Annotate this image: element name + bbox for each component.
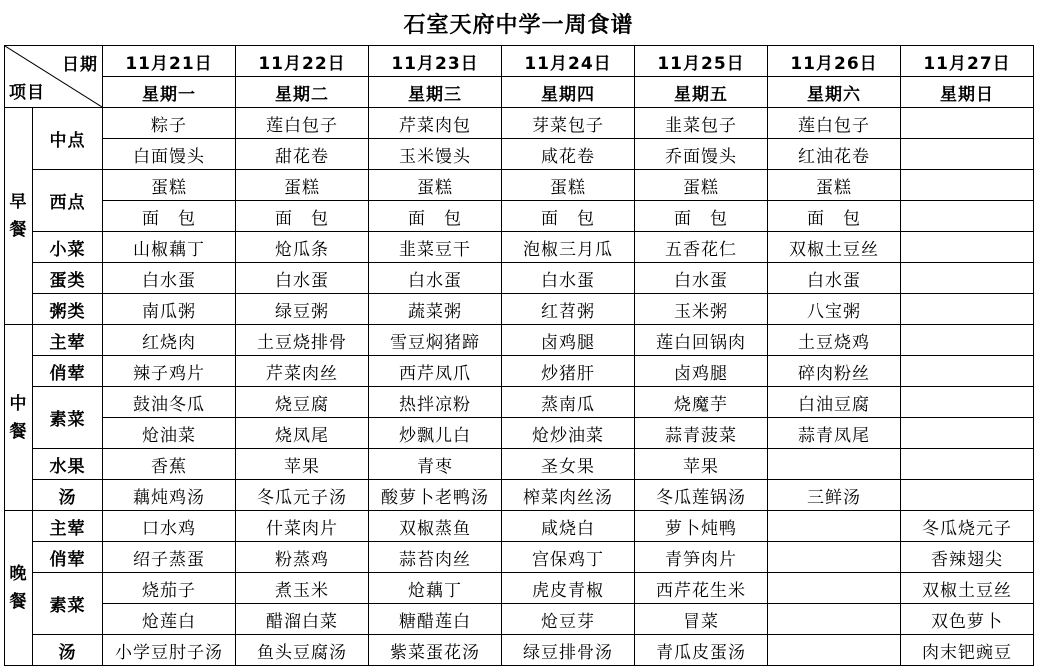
dish-cell — [768, 542, 901, 573]
category-label: 汤 — [33, 480, 103, 511]
dish-cell: 炒猪肝 — [502, 356, 635, 387]
dish-cell: 双椒土豆丝 — [768, 232, 901, 263]
dish-cell: 青瓜皮蛋汤 — [635, 635, 768, 666]
menu-row — [5, 232, 1034, 263]
dish-cell — [901, 201, 1034, 232]
menu-row — [5, 604, 1034, 635]
category-label: 小菜 — [33, 232, 103, 263]
dish-cell: 白水蛋 — [502, 263, 635, 294]
date-cell: 11月24日 — [502, 46, 635, 77]
meal-label-char: 餐 — [9, 421, 28, 442]
category-label: 蛋类 — [33, 263, 103, 294]
dish-cell — [901, 325, 1034, 356]
dish-cell — [901, 387, 1034, 418]
dish-cell: 白水蛋 — [103, 263, 236, 294]
category-label: 汤 — [33, 635, 103, 666]
dish-cell: 甜花卷 — [236, 139, 369, 170]
dish-cell: 绍子蒸蛋 — [103, 542, 236, 573]
dish-cell: 碎肉粉丝 — [768, 356, 901, 387]
dish-cell: 炝炒油菜 — [502, 418, 635, 449]
dish-cell: 什菜肉片 — [236, 511, 369, 542]
weekday-row — [5, 77, 1034, 108]
menu-row — [5, 635, 1034, 666]
dish-cell: 咸烧白 — [502, 511, 635, 542]
dish-cell: 鼓油冬瓜 — [103, 387, 236, 418]
dish-cell: 双色萝卜 — [901, 604, 1034, 635]
dish-cell: 蔬菜粥 — [369, 294, 502, 325]
date-cell: 11月25日 — [635, 46, 768, 77]
dish-cell: 冬瓜莲锅汤 — [635, 480, 768, 511]
dish-cell: 咸花卷 — [502, 139, 635, 170]
dish-cell — [901, 108, 1034, 139]
dish-cell: 烧魔芋 — [635, 387, 768, 418]
category-label: 粥类 — [33, 294, 103, 325]
item-label: 项目 — [9, 83, 45, 103]
menu-row — [5, 387, 1034, 418]
dish-cell: 糖醋莲白 — [369, 604, 502, 635]
menu-row — [5, 201, 1034, 232]
dish-cell: 圣女果 — [502, 449, 635, 480]
date-cell: 11月26日 — [768, 46, 901, 77]
dish-cell: 烧豆腐 — [236, 387, 369, 418]
menu-row — [5, 325, 1034, 356]
category-label: 西点 — [33, 170, 103, 232]
dish-cell: 绿豆粥 — [236, 294, 369, 325]
menu-row — [5, 139, 1034, 170]
dish-cell: 酸萝卜老鸭汤 — [369, 480, 502, 511]
dish-cell — [768, 573, 901, 604]
dish-cell: 莲白回锅肉 — [635, 325, 768, 356]
dish-cell — [901, 139, 1034, 170]
dish-cell: 韭菜包子 — [635, 108, 768, 139]
date-cell: 11月22日 — [236, 46, 369, 77]
menu-row — [5, 263, 1034, 294]
dish-cell: 莲白包子 — [768, 108, 901, 139]
dish-cell: 白水蛋 — [236, 263, 369, 294]
dish-cell: 面 包 — [103, 201, 236, 232]
dish-cell: 韭菜豆干 — [369, 232, 502, 263]
dish-cell: 三鲜汤 — [768, 480, 901, 511]
dish-cell — [901, 263, 1034, 294]
dish-cell: 白水蛋 — [635, 263, 768, 294]
category-label: 主荤 — [33, 511, 103, 542]
dish-cell: 蒸南瓜 — [502, 387, 635, 418]
dish-cell: 藕炖鸡汤 — [103, 480, 236, 511]
menu-row — [5, 542, 1034, 573]
dish-cell — [768, 511, 901, 542]
meal-label — [5, 511, 33, 666]
dish-cell — [768, 449, 901, 480]
dish-cell: 萝卜炖鸭 — [635, 511, 768, 542]
dish-cell: 红油花卷 — [768, 139, 901, 170]
dish-cell: 芹菜肉丝 — [236, 356, 369, 387]
dish-cell: 鱼头豆腐汤 — [236, 635, 369, 666]
dish-cell: 山椒藕丁 — [103, 232, 236, 263]
dish-cell: 玉米馒头 — [369, 139, 502, 170]
meal-label-char: 早 — [9, 192, 28, 212]
dish-cell: 芽菜包子 — [502, 108, 635, 139]
dish-cell: 蒜青菠菜 — [635, 418, 768, 449]
dish-cell: 面 包 — [502, 201, 635, 232]
menu-row — [5, 573, 1034, 604]
date-cell: 11月21日 — [103, 46, 236, 77]
meal-label-char: 餐 — [9, 592, 28, 612]
dish-cell — [901, 232, 1034, 263]
dish-cell: 青枣 — [369, 449, 502, 480]
category-label: 素菜 — [33, 573, 103, 635]
dish-cell — [901, 170, 1034, 201]
dish-cell: 蛋糕 — [768, 170, 901, 201]
dish-cell: 苹果 — [635, 449, 768, 480]
category-label: 俏荤 — [33, 356, 103, 387]
dish-cell: 玉米粥 — [635, 294, 768, 325]
dish-cell: 双椒土豆丝 — [901, 573, 1034, 604]
dish-cell: 炝豆芽 — [502, 604, 635, 635]
meal-label-char: 中 — [9, 393, 28, 414]
dish-cell: 醋溜白菜 — [236, 604, 369, 635]
weekday-cell: 星期六 — [768, 77, 901, 108]
dish-cell: 卤鸡腿 — [502, 325, 635, 356]
date-cell: 11月23日 — [369, 46, 502, 77]
menu-row — [5, 480, 1034, 511]
menu-table — [4, 45, 1034, 666]
dish-cell: 面 包 — [768, 201, 901, 232]
corner-header-cell — [5, 46, 103, 108]
dish-cell: 紫菜蛋花汤 — [369, 635, 502, 666]
dish-cell: 乔面馒头 — [635, 139, 768, 170]
dish-cell — [901, 356, 1034, 387]
dish-cell: 西芹花生米 — [635, 573, 768, 604]
menu-row — [5, 418, 1034, 449]
category-label: 水果 — [33, 449, 103, 480]
dish-cell: 粉蒸鸡 — [236, 542, 369, 573]
dish-cell: 蛋糕 — [103, 170, 236, 201]
dish-cell: 蒜苔肉丝 — [369, 542, 502, 573]
dish-cell: 煮玉米 — [236, 573, 369, 604]
menu-row — [5, 170, 1034, 201]
dish-cell: 宫保鸡丁 — [502, 542, 635, 573]
category-label: 中点 — [33, 108, 103, 170]
dish-cell: 白油豆腐 — [768, 387, 901, 418]
dish-cell: 八宝粥 — [768, 294, 901, 325]
category-label: 俏荤 — [33, 542, 103, 573]
dish-cell: 热拌凉粉 — [369, 387, 502, 418]
dish-cell: 面 包 — [369, 201, 502, 232]
dish-cell — [768, 635, 901, 666]
dish-cell: 辣子鸡片 — [103, 356, 236, 387]
dish-cell: 蒜青凤尾 — [768, 418, 901, 449]
dish-cell: 炝瓜条 — [236, 232, 369, 263]
menu-row — [5, 356, 1034, 387]
date-row — [5, 46, 1034, 77]
meal-label-char: 晚 — [9, 564, 28, 584]
dish-cell: 青笋肉片 — [635, 542, 768, 573]
dish-cell: 炝藕丁 — [369, 573, 502, 604]
dish-cell: 红苕粥 — [502, 294, 635, 325]
meal-label — [5, 108, 33, 325]
dish-cell: 蛋糕 — [236, 170, 369, 201]
dish-cell — [901, 449, 1034, 480]
dish-cell: 雪豆焖猪蹄 — [369, 325, 502, 356]
dish-cell: 粽子 — [103, 108, 236, 139]
dish-cell: 香辣翅尖 — [901, 542, 1034, 573]
dish-cell: 榨菜肉丝汤 — [502, 480, 635, 511]
dish-cell: 肉末钯豌豆 — [901, 635, 1034, 666]
dish-cell: 冒菜 — [635, 604, 768, 635]
dish-cell: 蛋糕 — [502, 170, 635, 201]
dish-cell: 冬瓜烧元子 — [901, 511, 1034, 542]
weekday-cell: 星期日 — [901, 77, 1034, 108]
dish-cell: 白水蛋 — [369, 263, 502, 294]
weekday-cell: 星期二 — [236, 77, 369, 108]
page-title: 石室天府中学一周食谱 — [403, 13, 634, 38]
category-label: 主荤 — [33, 325, 103, 356]
dish-cell: 西芹凤爪 — [369, 356, 502, 387]
dish-cell: 卤鸡腿 — [635, 356, 768, 387]
dish-cell: 烧凤尾 — [236, 418, 369, 449]
dish-cell: 面 包 — [635, 201, 768, 232]
category-label: 素菜 — [33, 387, 103, 449]
dish-cell: 蛋糕 — [635, 170, 768, 201]
dish-cell: 泡椒三月瓜 — [502, 232, 635, 263]
dish-cell: 虎皮青椒 — [502, 573, 635, 604]
dish-cell: 炝油菜 — [103, 418, 236, 449]
dish-cell — [901, 480, 1034, 511]
menu-row — [5, 294, 1034, 325]
date-cell: 11月27日 — [901, 46, 1034, 77]
weekday-cell: 星期三 — [369, 77, 502, 108]
dish-cell: 炒飘儿白 — [369, 418, 502, 449]
dish-cell: 炝莲白 — [103, 604, 236, 635]
dish-cell: 蛋糕 — [369, 170, 502, 201]
weekday-cell: 星期一 — [103, 77, 236, 108]
dish-cell: 小学豆肘子汤 — [103, 635, 236, 666]
dish-cell — [901, 294, 1034, 325]
dish-cell: 白水蛋 — [768, 263, 901, 294]
dish-cell: 五香花仁 — [635, 232, 768, 263]
menu-row — [5, 108, 1034, 139]
dish-cell: 香蕉 — [103, 449, 236, 480]
menu-row — [5, 511, 1034, 542]
meal-label — [5, 325, 33, 511]
dish-cell: 红烧肉 — [103, 325, 236, 356]
weekday-cell: 星期五 — [635, 77, 768, 108]
dish-cell: 土豆烧排骨 — [236, 325, 369, 356]
weekday-cell: 星期四 — [502, 77, 635, 108]
date-label: 日期 — [62, 55, 98, 75]
dish-cell: 白面馒头 — [103, 139, 236, 170]
dish-cell: 冬瓜元子汤 — [236, 480, 369, 511]
dish-cell — [901, 418, 1034, 449]
dish-cell: 莲白包子 — [236, 108, 369, 139]
dish-cell: 口水鸡 — [103, 511, 236, 542]
menu-row — [5, 449, 1034, 480]
dish-cell: 南瓜粥 — [103, 294, 236, 325]
dish-cell — [768, 604, 901, 635]
dish-cell: 双椒蒸鱼 — [369, 511, 502, 542]
dish-cell: 面 包 — [236, 201, 369, 232]
dish-cell: 苹果 — [236, 449, 369, 480]
dish-cell: 烧茄子 — [103, 573, 236, 604]
dish-cell: 绿豆排骨汤 — [502, 635, 635, 666]
meal-label-char: 餐 — [9, 220, 28, 240]
dish-cell: 土豆烧鸡 — [768, 325, 901, 356]
dish-cell: 芹菜肉包 — [369, 108, 502, 139]
